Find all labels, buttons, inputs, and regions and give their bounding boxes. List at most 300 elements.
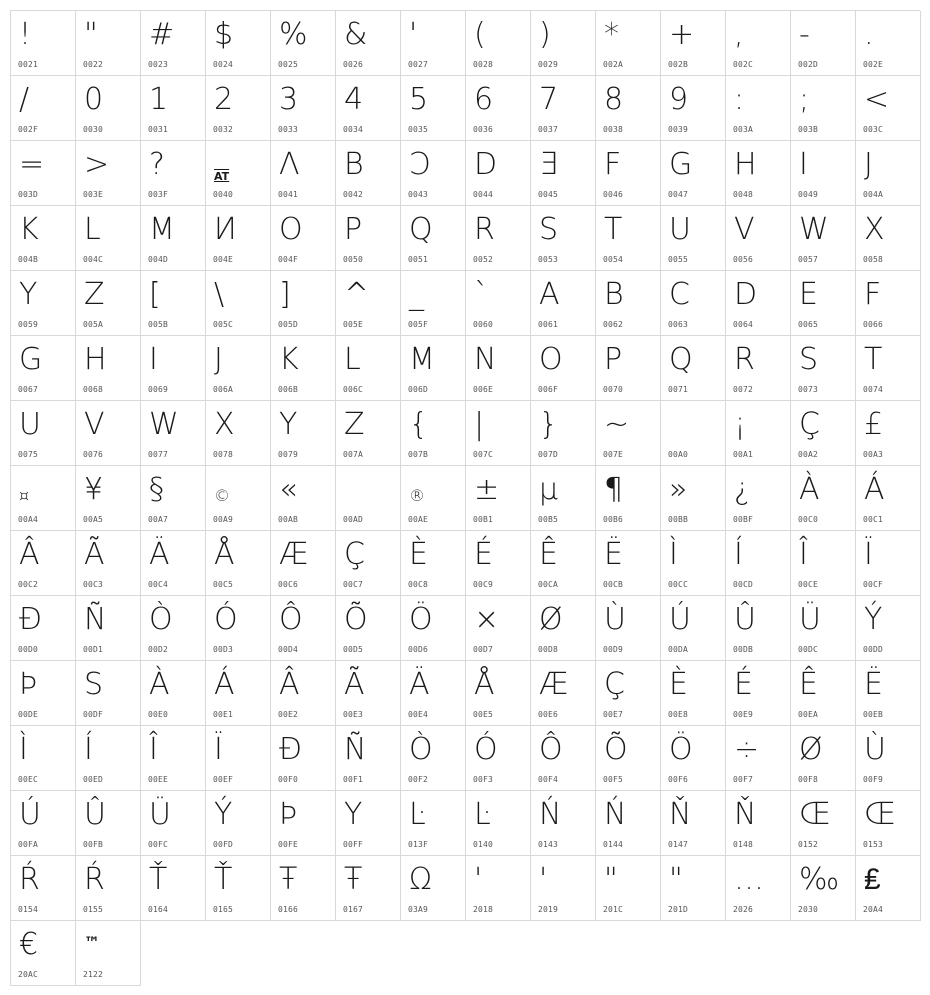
- glyph-codepoint: 004C: [83, 255, 104, 264]
- glyph-cell: [206, 531, 271, 596]
- glyph-codepoint: 2026: [733, 905, 754, 914]
- glyph-char: ©: [214, 486, 230, 505]
- glyph-codepoint: 005B: [148, 320, 169, 329]
- glyph-cell: [726, 596, 791, 661]
- glyph-codepoint: 00DC: [798, 645, 819, 654]
- glyph-codepoint: 0167: [343, 905, 364, 914]
- glyph-char: G: [669, 147, 693, 182]
- glyph-char: |: [474, 407, 485, 442]
- glyph-cell: [336, 11, 401, 76]
- glyph-codepoint: 00E3: [343, 710, 364, 719]
- glyph-cell: [11, 531, 76, 596]
- glyph-codepoint: 0035: [408, 125, 429, 134]
- glyph-cell: [271, 791, 336, 856]
- glyph-char: Ò: [409, 732, 433, 767]
- glyph-codepoint: 003C: [863, 125, 884, 134]
- glyph-codepoint: 005E: [343, 320, 364, 329]
- glyph-char: ™: [84, 933, 100, 952]
- glyph-codepoint: 0164: [148, 905, 169, 914]
- glyph-cell: [401, 141, 466, 206]
- glyph-cell: [791, 76, 856, 141]
- glyph-char: È: [669, 667, 688, 702]
- glyph-cell: [726, 856, 791, 921]
- glyph-cell: [466, 206, 531, 271]
- glyph-cell: [791, 856, 856, 921]
- glyph-codepoint: 00DB: [733, 645, 754, 654]
- glyph-cell: [336, 206, 401, 271]
- glyph-cell: [531, 76, 596, 141]
- glyph-char: Ó: [214, 602, 238, 637]
- glyph-cell: [401, 531, 466, 596]
- glyph-char: Í: [84, 732, 93, 767]
- glyph-cell: [336, 336, 401, 401]
- glyph-char: Đ: [279, 732, 303, 767]
- glyph-char: S: [799, 342, 819, 377]
- glyph-cell: [726, 76, 791, 141]
- glyph-codepoint: 00DA: [668, 645, 689, 654]
- glyph-char: X: [214, 407, 235, 442]
- glyph-codepoint: 003A: [733, 125, 754, 134]
- glyph-char: T: [604, 212, 623, 247]
- glyph-codepoint: 00E4: [408, 710, 429, 719]
- glyph-cell: [76, 141, 141, 206]
- glyph-char: Ç: [604, 667, 625, 702]
- glyph-cell: [726, 791, 791, 856]
- glyph-cell: [76, 271, 141, 336]
- glyph-cell: [141, 206, 206, 271]
- glyph-char: ÷: [734, 732, 760, 767]
- glyph-codepoint: 007E: [603, 450, 624, 459]
- glyph-char: _: [409, 277, 424, 312]
- glyph-cell: [11, 726, 76, 791]
- glyph-char: O: [279, 212, 303, 247]
- glyph-char: Ń: [604, 797, 627, 832]
- glyph-codepoint: 0144: [603, 840, 624, 849]
- glyph-char: Ê: [539, 537, 558, 572]
- glyph-codepoint: 00B5: [538, 515, 559, 524]
- glyph-cell: [141, 11, 206, 76]
- glyph-cell: [401, 336, 466, 401]
- glyph-cell: [11, 856, 76, 921]
- glyph-char: Ö: [409, 602, 433, 637]
- glyph-char: 4: [344, 82, 364, 117]
- glyph-cell: [661, 76, 726, 141]
- glyph-codepoint: 00F7: [733, 775, 754, 784]
- glyph-codepoint: 006E: [473, 385, 494, 394]
- glyph-char: `: [474, 277, 489, 312]
- glyph-cell: [76, 791, 141, 856]
- glyph-char: Y: [344, 797, 363, 832]
- glyph-char: J: [214, 342, 223, 377]
- glyph-cell: [141, 596, 206, 661]
- glyph-codepoint: 00C2: [18, 580, 39, 589]
- glyph-char: ‰: [799, 862, 840, 897]
- glyph-char: <: [864, 82, 890, 117]
- glyph-cell: [336, 661, 401, 726]
- glyph-codepoint: 00E9: [733, 710, 754, 719]
- glyph-cell: [661, 726, 726, 791]
- glyph-codepoint: 00EF: [213, 775, 234, 784]
- glyph-cell: [206, 596, 271, 661]
- glyph-codepoint: 006F: [538, 385, 559, 394]
- glyph-char: Ù: [604, 602, 626, 637]
- glyph-codepoint: 00D5: [343, 645, 364, 654]
- glyph-char: W: [149, 407, 179, 442]
- glyph-codepoint: 00BB: [668, 515, 689, 524]
- glyph-char: Ť: [149, 862, 168, 897]
- glyph-cell: [141, 141, 206, 206]
- glyph-char: ?: [149, 147, 165, 182]
- glyph-cell: [271, 141, 336, 206]
- glyph-codepoint: 00C9: [473, 580, 494, 589]
- glyph-char: .: [864, 17, 874, 52]
- glyph-codepoint: 00F4: [538, 775, 559, 784]
- glyph-cell: [141, 531, 206, 596]
- glyph-codepoint: 0067: [18, 385, 39, 394]
- glyph-cell: [856, 531, 921, 596]
- glyph-char: И: [214, 212, 237, 247]
- glyph-char: Œ: [864, 797, 897, 832]
- glyph-char: $: [214, 17, 234, 52]
- glyph-char: ¶: [604, 472, 624, 507]
- glyph-cell: [661, 466, 726, 531]
- glyph-cell: [336, 726, 401, 791]
- glyph-cell: [206, 791, 271, 856]
- glyph-codepoint: 00A4: [18, 515, 39, 524]
- glyph-cell: [531, 11, 596, 76]
- glyph-char: H: [84, 342, 107, 377]
- glyph-char: !: [19, 17, 32, 52]
- glyph-grid: [10, 10, 920, 986]
- glyph-char: Í: [734, 537, 743, 572]
- glyph-cell: [11, 11, 76, 76]
- glyph-char: Y: [279, 407, 298, 442]
- glyph-cell: [401, 726, 466, 791]
- glyph-char: M: [149, 212, 175, 247]
- glyph-cell: [141, 856, 206, 921]
- glyph-codepoint: 0046: [603, 190, 624, 199]
- glyph-char: 6: [474, 82, 494, 117]
- glyph-codepoint: 0029: [538, 60, 559, 69]
- glyph-cell: [336, 466, 401, 531]
- glyph-char: Õ: [344, 602, 368, 637]
- glyph-codepoint: 00E1: [213, 710, 234, 719]
- glyph-char: Ñ: [84, 602, 107, 637]
- glyph-char: Î: [149, 732, 158, 767]
- glyph-codepoint: 00AB: [278, 515, 299, 524]
- glyph-char: (: [474, 17, 486, 52]
- glyph-codepoint: 0076: [83, 450, 104, 459]
- glyph-cell: [401, 401, 466, 466]
- glyph-cell: [76, 466, 141, 531]
- glyph-char: Y: [19, 277, 38, 312]
- glyph-char: M: [409, 342, 435, 377]
- glyph-codepoint: 0051: [408, 255, 429, 264]
- glyph-char: Ú: [669, 602, 691, 637]
- glyph-cell: [531, 791, 596, 856]
- glyph-cell: [11, 271, 76, 336]
- glyph-cell: [401, 791, 466, 856]
- glyph-cell: [11, 661, 76, 726]
- glyph-codepoint: 00A9: [213, 515, 234, 524]
- glyph-codepoint: 0030: [83, 125, 104, 134]
- glyph-codepoint: 0140: [473, 840, 494, 849]
- glyph-codepoint: 0040: [213, 190, 234, 199]
- glyph-codepoint: 0063: [668, 320, 689, 329]
- glyph-cell: [596, 11, 661, 76]
- glyph-cell: [596, 141, 661, 206]
- glyph-char: N: [474, 342, 497, 377]
- glyph-codepoint: 00C4: [148, 580, 169, 589]
- glyph-cell: [856, 401, 921, 466]
- glyph-char: &: [344, 17, 368, 52]
- glyph-codepoint: 0041: [278, 190, 299, 199]
- glyph-cell: [336, 791, 401, 856]
- glyph-cell: [856, 791, 921, 856]
- glyph-cell: [141, 791, 206, 856]
- glyph-char: 8: [604, 82, 624, 117]
- glyph-cell: [596, 661, 661, 726]
- glyph-cell: [206, 336, 271, 401]
- glyph-char: ±: [474, 472, 500, 507]
- glyph-codepoint: 0154: [18, 905, 39, 914]
- glyph-codepoint: 00D9: [603, 645, 624, 654]
- glyph-codepoint: 005D: [278, 320, 299, 329]
- glyph-codepoint: 00EE: [148, 775, 169, 784]
- glyph-codepoint: 0064: [733, 320, 754, 329]
- glyph-char: À: [799, 472, 820, 507]
- glyph-codepoint: 00D4: [278, 645, 299, 654]
- glyph-codepoint: 0057: [798, 255, 819, 264]
- glyph-char: O: [539, 342, 563, 377]
- glyph-cell: [726, 336, 791, 401]
- glyph-cell: [271, 466, 336, 531]
- glyph-char: Ň: [734, 797, 757, 832]
- glyph-codepoint: 00FF: [343, 840, 364, 849]
- glyph-char: Ì: [669, 537, 678, 572]
- glyph-cell: [531, 206, 596, 271]
- glyph-codepoint: 0071: [668, 385, 689, 394]
- glyph-char: X: [864, 212, 885, 247]
- glyph-char: Ø: [799, 732, 823, 767]
- glyph-cell: [856, 661, 921, 726]
- glyph-cell: [466, 726, 531, 791]
- glyph-cell: [11, 141, 76, 206]
- glyph-codepoint: 0147: [668, 840, 689, 849]
- glyph-codepoint: 0058: [863, 255, 884, 264]
- glyph-cell: [11, 206, 76, 271]
- glyph-cell: [141, 76, 206, 141]
- glyph-codepoint: 0072: [733, 385, 754, 394]
- glyph-char: Ŀ: [474, 797, 491, 832]
- glyph-char: Ò: [149, 602, 173, 637]
- glyph-codepoint: 0059: [18, 320, 39, 329]
- glyph-char: €: [19, 927, 39, 962]
- glyph-codepoint: 20AC: [18, 970, 39, 979]
- glyph-char: B: [344, 147, 364, 182]
- glyph-cell: [531, 336, 596, 401]
- glyph-codepoint: 00E8: [668, 710, 689, 719]
- glyph-codepoint: 0078: [213, 450, 234, 459]
- glyph-cell: [336, 531, 401, 596]
- glyph-codepoint: 0148: [733, 840, 754, 849]
- glyph-char: Ň: [669, 797, 692, 832]
- glyph-char: Ŕ: [84, 862, 105, 897]
- glyph-cell: [531, 856, 596, 921]
- glyph-cell: [206, 11, 271, 76]
- glyph-cell: [141, 726, 206, 791]
- glyph-codepoint: 0056: [733, 255, 754, 264]
- glyph-char: }: [539, 407, 559, 442]
- glyph-char: Ŀ: [409, 797, 426, 832]
- glyph-char: Z: [84, 277, 105, 312]
- glyph-cell: [856, 596, 921, 661]
- glyph-codepoint: 003B: [798, 125, 819, 134]
- glyph-cell: [596, 856, 661, 921]
- glyph-char: ×: [474, 602, 500, 637]
- glyph-char: µ: [539, 472, 559, 507]
- glyph-char: À: [149, 667, 170, 702]
- glyph-cell: [271, 726, 336, 791]
- glyph-codepoint: 0068: [83, 385, 104, 394]
- glyph-cell: [466, 336, 531, 401]
- glyph-codepoint: 0053: [538, 255, 559, 264]
- glyph-char: ¿: [734, 472, 751, 507]
- glyph-cell: [206, 401, 271, 466]
- glyph-codepoint: 0060: [473, 320, 494, 329]
- glyph-codepoint: 00DD: [863, 645, 884, 654]
- glyph-cell: [531, 661, 596, 726]
- glyph-codepoint: 0028: [473, 60, 494, 69]
- glyph-char: Ë: [604, 537, 623, 572]
- glyph-cell: [726, 271, 791, 336]
- glyph-codepoint: 0036: [473, 125, 494, 134]
- glyph-cell: [791, 206, 856, 271]
- glyph-codepoint: 003D: [18, 190, 39, 199]
- glyph-cell: [661, 596, 726, 661]
- glyph-codepoint: 003F: [148, 190, 169, 199]
- glyph-cell: [271, 336, 336, 401]
- glyph-cell: [206, 206, 271, 271]
- glyph-codepoint: 00C7: [343, 580, 364, 589]
- glyph-codepoint: 0054: [603, 255, 624, 264]
- glyph-char: [: [149, 277, 161, 312]
- glyph-codepoint: 007C: [473, 450, 494, 459]
- glyph-codepoint: 006A: [213, 385, 234, 394]
- glyph-char: T: [864, 342, 883, 377]
- glyph-codepoint: 005A: [83, 320, 104, 329]
- glyph-cell: [661, 206, 726, 271]
- glyph-codepoint: 00EB: [863, 710, 884, 719]
- glyph-char: Ø: [539, 602, 563, 637]
- glyph-cell: [11, 791, 76, 856]
- glyph-char: I: [799, 147, 808, 182]
- glyph-cell: [76, 11, 141, 76]
- glyph-codepoint: 00F9: [863, 775, 884, 784]
- glyph-cell: [661, 141, 726, 206]
- glyph-cell: [11, 401, 76, 466]
- glyph-codepoint: 00FE: [278, 840, 299, 849]
- glyph-cell: [336, 76, 401, 141]
- glyph-char: S: [84, 667, 104, 702]
- glyph-codepoint: 0079: [278, 450, 299, 459]
- glyph-char: -: [799, 17, 810, 52]
- glyph-codepoint: 0155: [83, 905, 104, 914]
- glyph-cell: [76, 336, 141, 401]
- glyph-cell: [726, 206, 791, 271]
- glyph-char: L: [84, 212, 101, 247]
- glyph-codepoint: 00B1: [473, 515, 494, 524]
- glyph-cell: [336, 596, 401, 661]
- glyph-char: #: [149, 17, 175, 52]
- glyph-char: Æ: [279, 537, 309, 572]
- glyph-cell: [661, 791, 726, 856]
- glyph-cell: [726, 466, 791, 531]
- glyph-cell: [76, 76, 141, 141]
- glyph-codepoint: 005C: [213, 320, 234, 329]
- glyph-codepoint: 00E2: [278, 710, 299, 719]
- glyph-cell: [791, 791, 856, 856]
- glyph-char: Ü: [799, 602, 821, 637]
- glyph-char: =: [19, 147, 45, 182]
- glyph-cell: [856, 76, 921, 141]
- glyph-char: 0: [84, 82, 104, 117]
- glyph-cell: [661, 531, 726, 596]
- glyph-cell: [11, 336, 76, 401]
- glyph-char: Ù: [864, 732, 886, 767]
- glyph-cell: [856, 726, 921, 791]
- glyph-char: Z: [344, 407, 365, 442]
- glyph-codepoint: 0143: [538, 840, 559, 849]
- glyph-char: I: [149, 342, 158, 377]
- glyph-codepoint: 00B6: [603, 515, 624, 524]
- glyph-codepoint: 0037: [538, 125, 559, 134]
- glyph-char: ': [474, 862, 483, 897]
- glyph-cell: [661, 271, 726, 336]
- glyph-codepoint: 2018: [473, 905, 494, 914]
- glyph-codepoint: 013F: [408, 840, 429, 849]
- glyph-cell: [661, 336, 726, 401]
- glyph-char: Â: [19, 537, 40, 572]
- glyph-cell: [401, 661, 466, 726]
- glyph-codepoint: 20A4: [863, 905, 884, 914]
- glyph-codepoint: 00CE: [798, 580, 819, 589]
- glyph-codepoint: 004D: [148, 255, 169, 264]
- glyph-codepoint: 00A1: [733, 450, 754, 459]
- glyph-codepoint: 00D8: [538, 645, 559, 654]
- glyph-codepoint: 0039: [668, 125, 689, 134]
- glyph-codepoint: 00CF: [863, 580, 884, 589]
- glyph-codepoint: 2122: [83, 970, 104, 979]
- glyph-codepoint: 0166: [278, 905, 299, 914]
- glyph-char: U: [669, 212, 691, 247]
- glyph-char: ": [604, 862, 618, 897]
- glyph-codepoint: 00DE: [18, 710, 39, 719]
- glyph-codepoint: 00C6: [278, 580, 299, 589]
- glyph-cell: [726, 401, 791, 466]
- glyph-codepoint: 0024: [213, 60, 234, 69]
- glyph-char: E: [799, 277, 818, 312]
- glyph-cell: [856, 336, 921, 401]
- glyph-codepoint: 002A: [603, 60, 624, 69]
- glyph-cell: [791, 466, 856, 531]
- glyph-cell: [141, 661, 206, 726]
- glyph-codepoint: 00EA: [798, 710, 819, 719]
- glyph-cell: [271, 401, 336, 466]
- glyph-codepoint: 03A9: [408, 905, 429, 914]
- glyph-cell: [401, 856, 466, 921]
- glyph-codepoint: 0047: [668, 190, 689, 199]
